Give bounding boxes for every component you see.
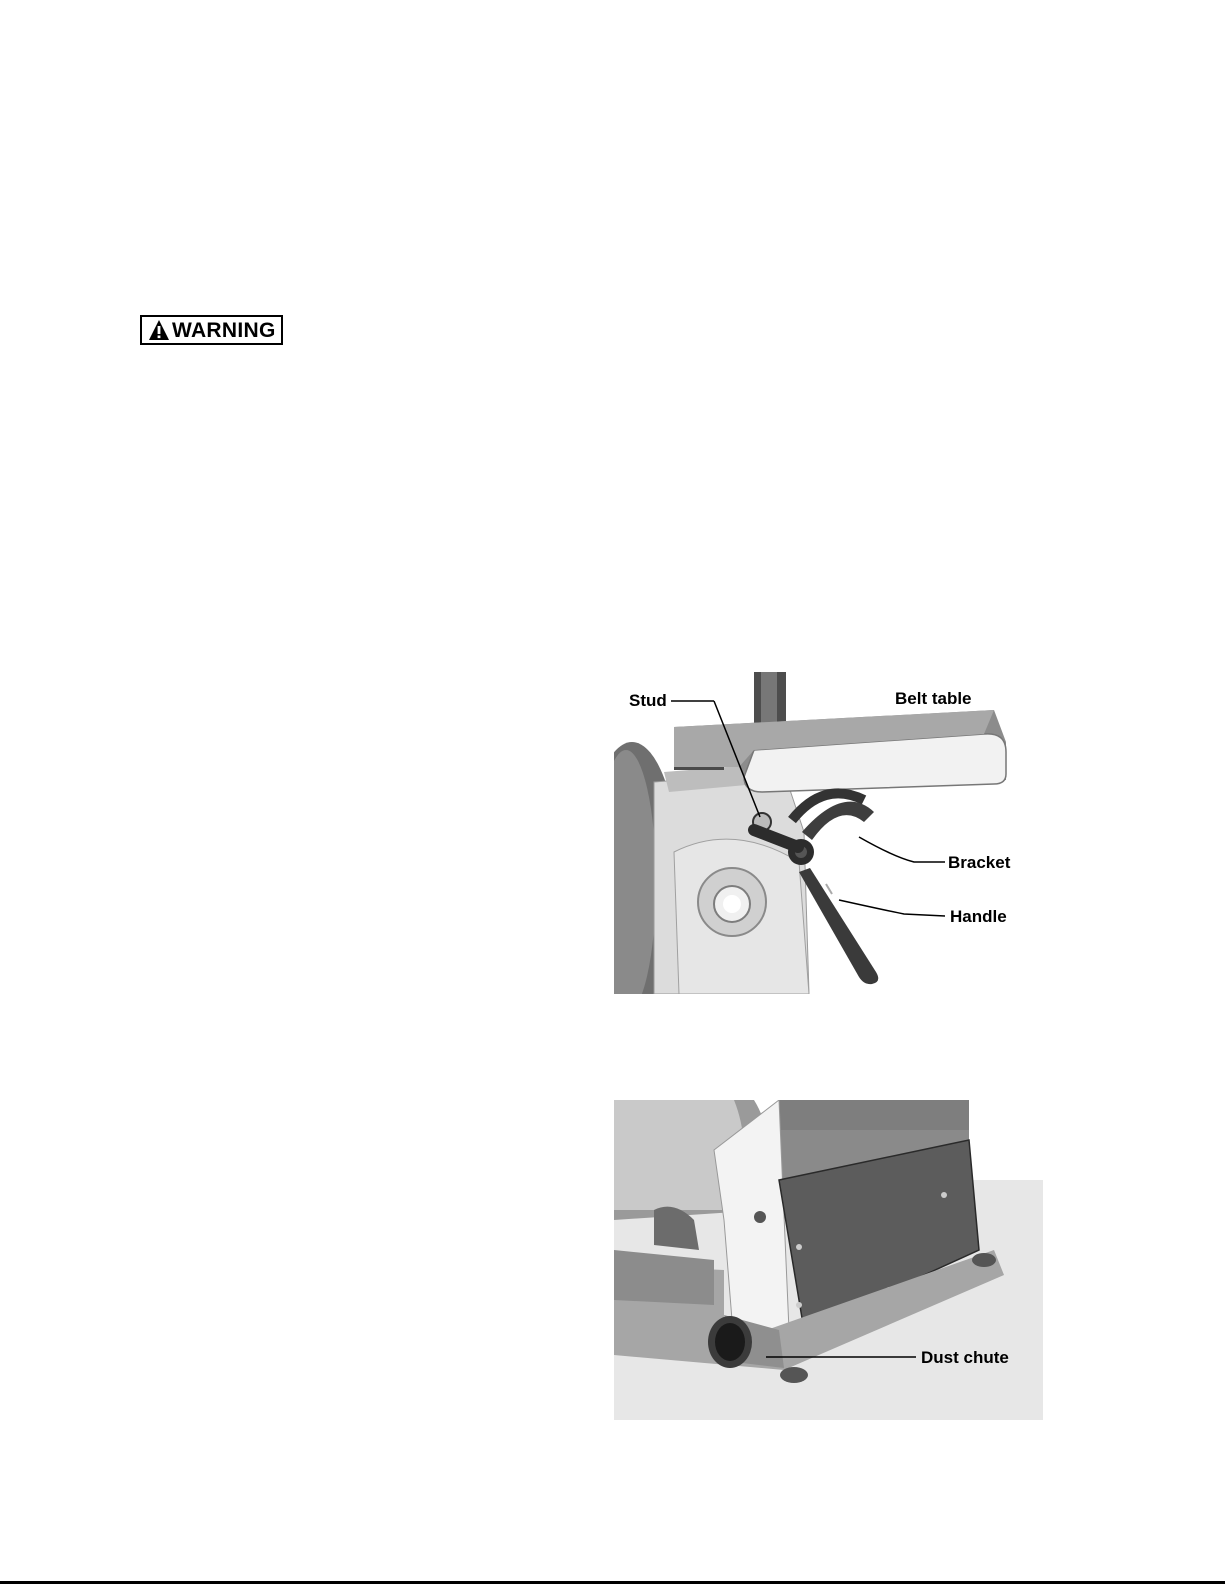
callout-dust-chute: Dust chute (921, 1348, 1009, 1367)
warning-triangle-icon (148, 319, 170, 341)
dust-chute-photo (614, 1100, 1043, 1420)
warning-label: WARNING (172, 318, 276, 342)
belt-table-photo (614, 672, 1036, 994)
callout-stud: Stud (629, 691, 667, 710)
page-bottom-rule (0, 1581, 1225, 1584)
belt-table-illustration (614, 672, 1036, 994)
callout-belt-table: Belt table (895, 689, 972, 708)
warning-badge (140, 315, 283, 345)
dust-chute-illustration (614, 1100, 1043, 1420)
callout-bracket: Bracket (948, 853, 1011, 872)
callout-handle: Handle (950, 907, 1007, 926)
